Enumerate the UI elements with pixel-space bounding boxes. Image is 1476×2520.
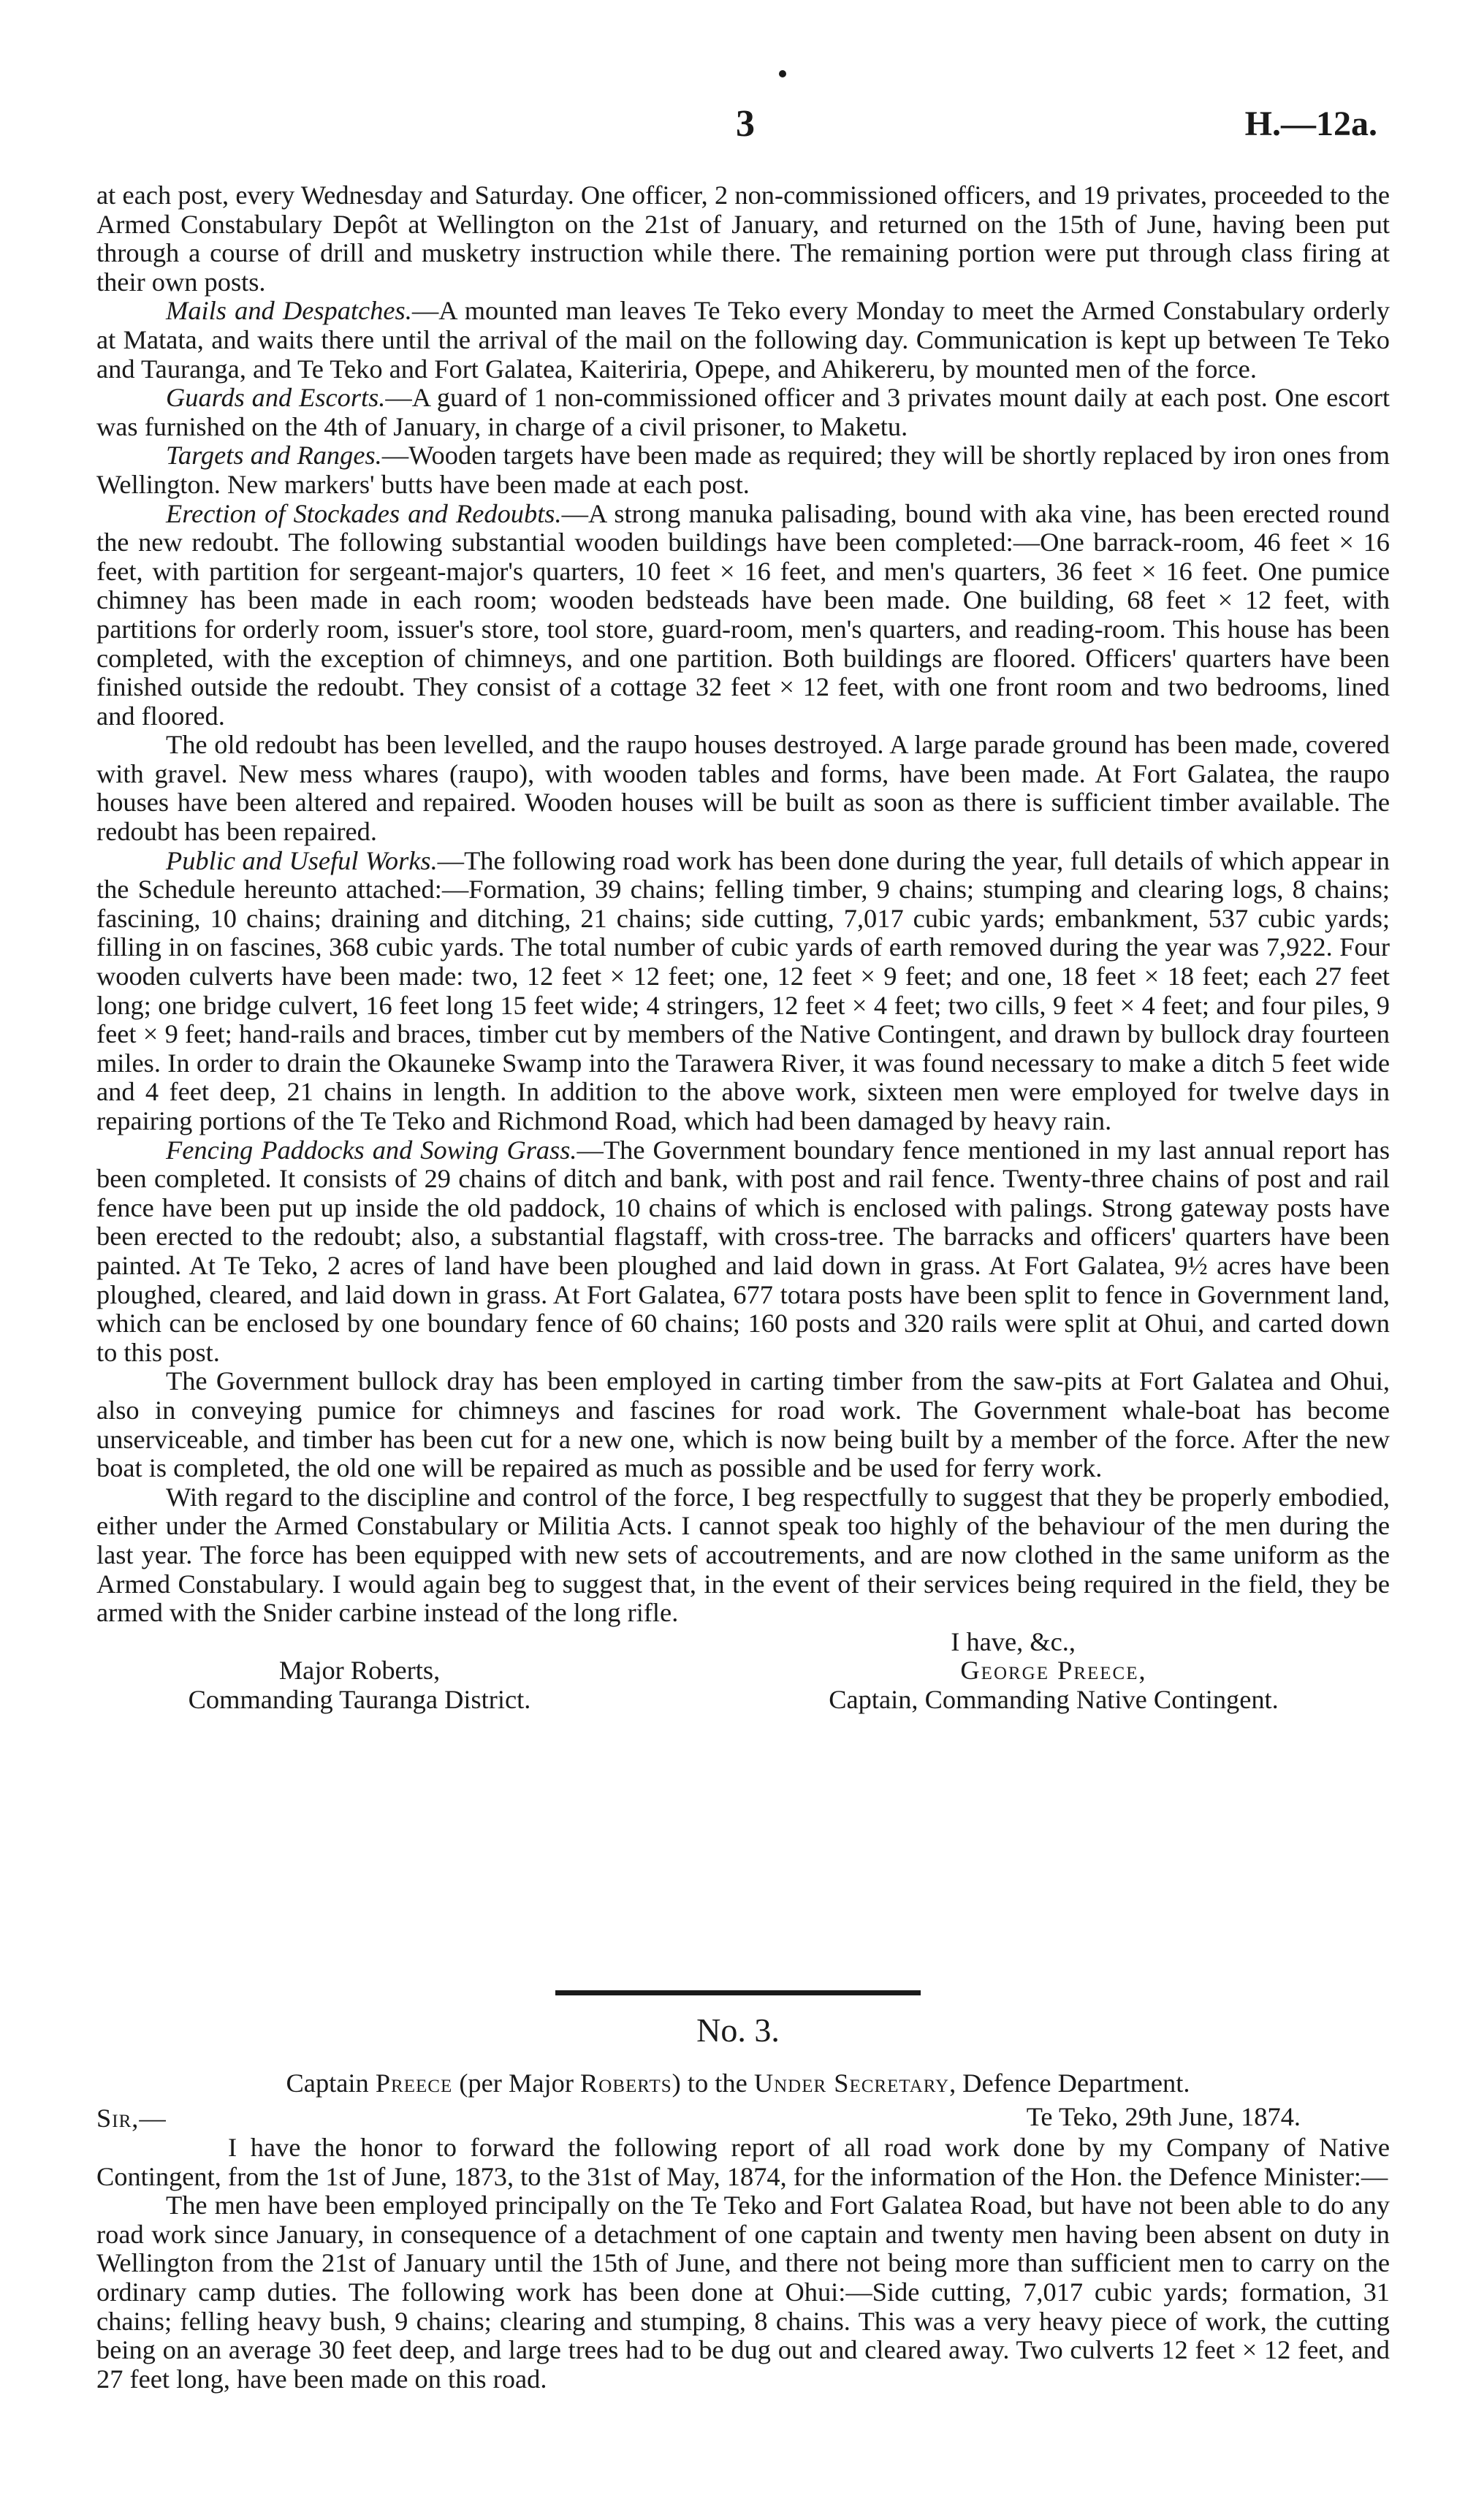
paragraph-text: —The Government boundary fence mentioned in my last annual report has been completed. It consists of 29 chains of ditch and bank, with post and rail fence. Twenty-three chains of post and rail fence have been put up inside the old paddock, 10 chains of which is enclosed with palings. Strong gateway posts have been erected to the redoubt; also, a substantial flagstaff, with cross-tree. The barracks and officers' quarters have been painted. At Te Teko, 2 acres of land have been ploughed and laid down in grass. At Fort Galatea, 9½ acres have been ploughed, cleared, and laid down in grass. At Fort Galatea, 677 totara posts have been split to fence in Government land, which can be enclosed by one boundary fence of 60 chains; 160 posts and 320 rails were split at Ohui, and carted down to this post. xyxy=(96,1135,1390,1367)
via-name: Roberts xyxy=(580,2068,672,2098)
paragraph-text: —A guard of 1 non-commissioned officer and 3 privates mount daily at each post. One escort was furnished on the 4th of January, in charge of a civil prisoner, to Maketu. xyxy=(96,383,1390,441)
printer-mark xyxy=(779,70,786,77)
paragraph-text: —A strong manuka palisading, bound with aka vine, has been erected round the new redoubt. The following substantial wooden buildings have been completed:—One barrack-room, 46 feet × 16 feet, with partition for sergeant-major's quarters, 10 feet × 16 feet, and men's quarters, 36 feet × 16 feet. One pumice chimney has been made in each room; wooden bedsteads have been made. One building, 68 feet × 12 feet, with partitions for orderly room, issuer's store, tool store, guard-room, men's quarters, and reading-room. This house has been completed, with the exception of chimneys, and one partition. Both buildings are floored. Officers' quarters have been finished outside the redoubt. They consist of a cottage 32 feet × 12 feet, with one front room and two bedrooms, lined and floored. xyxy=(96,498,1390,731)
paragraph-intro: I have the honor to forward the following report of all road work done by my Company of Native Contingent, from the 1st of June, 1873, to the 31st of May, 1874, for the information of the Hon. the Defence Minister:— xyxy=(96,2133,1390,2191)
paragraph-targets xyxy=(96,441,1390,499)
paragraph-text: —Wooden targets have been made as required; they will be shortly replaced by iron ones from Wellington. New markers' butts have been made at each post. xyxy=(96,441,1391,499)
addressee-title: Commanding Tauranga District. xyxy=(188,1684,531,1714)
section-heading-targets: Targets and Ranges. xyxy=(166,441,382,471)
letter-date: Te Teko, 29th June, 1874. xyxy=(1026,2102,1301,2131)
paragraph-discipline xyxy=(96,1483,1390,1628)
paragraph-text: —A mounted man leaves Te Teko every Monday to meet the Armed Constabulary orderly at Matata, and waits there until the arrival of the mail on the following day. Communication is kept up between Te Teko and Tauranga, and Te Teko and Fort Galatea, Kaiteriria, Opepe, and Ahikereru, by mounted men of the force. xyxy=(96,296,1390,384)
paragraph-text: at each post, every Wednesday and Saturday. One officer, 2 non-commissioned officers, and 19 privates, proceeded to the Armed Constabulary Depôt at Wellington on the 21st of January, and returned on the 15th of June, having been put through a course of drill and musketry instruction while there. The remaining portion were put through class firing at their own posts. xyxy=(96,180,1390,297)
letter-body xyxy=(96,2133,1390,2394)
paragraph-bullock-dray xyxy=(96,1367,1390,1482)
section-heading-mails: Mails and Despatches. xyxy=(166,296,412,326)
addressee-name: Major Roberts, xyxy=(278,1656,441,1686)
paragraph-stockades xyxy=(96,500,1390,731)
paragraph-text: The old redoubt has been levelled, and the raupo houses destroyed. A large parade ground has been made, covered with gravel. New mess whares (raupo), with wooden tables and forms, have been made. At Fort Galatea, the raupo houses have been altered and repaired. Wooden houses will be built as soon as there is sufficient timber available. The redoubt has been repaired. xyxy=(96,730,1390,847)
paragraph-road-work: The men have been employed principally on the Te Teko and Fort Galatea Road, but have not been able to do any road work since January, in consequence of a detachment of one captain and twenty men having been absent on duty in Wellington from the 21st of January until the 15th of June, and there not being more than sufficient men to carry on the ordinary camp duties. The following work has been done at Ohui:—Side cutting, 7,017 cubic yards; formation, 31 chains; felling heavy bush, 9 chains; clearing and stumping, 8 chains. This was a very heavy piece of work, the cutting being on an average 30 feet deep, and large trees had to be dug out and cleared away. Two culverts 12 feet × 12 feet, and 27 feet long, have been made on this road. xyxy=(96,2190,1390,2394)
page-number: 3 xyxy=(736,103,755,145)
salutation: Sir,— xyxy=(96,2104,167,2133)
subheading-text: (per Major xyxy=(452,2068,581,2098)
paragraph-guards xyxy=(96,384,1390,441)
signature-block xyxy=(96,1656,1390,1714)
paragraph-old-redoubt xyxy=(96,731,1390,846)
subheading-text: , Defence Department. xyxy=(949,2068,1190,2098)
section-heading-public-works: Public and Useful Works. xyxy=(166,845,438,875)
subheading-text: Captain xyxy=(286,2068,376,2098)
section-divider xyxy=(555,1990,921,1995)
paragraph-public-works xyxy=(96,847,1390,1136)
letter-number-heading: No. 3. xyxy=(696,2011,780,2049)
paragraph-musketry xyxy=(96,181,1390,297)
paragraph-text: The Government bullock dray has been employed in carting timber from the saw-pits at Fort Galatea and Ohui, also in conveying pumice for chimneys and fascines for road work. The Government whale-boat has become unserviceable, and timber has been cut for a new one, which is now being built by a member of the force. After the new boat is completed, the old one will be repaired as much as possible and be used for ferry work. xyxy=(96,1366,1390,1483)
addressee-block xyxy=(96,1656,564,1714)
section-heading-fencing: Fencing Paddocks and Sowing Grass. xyxy=(166,1135,577,1165)
sender-name: Preece xyxy=(375,2068,453,2098)
signer-name: George Preece, xyxy=(960,1656,1147,1686)
recipient-name: Under Secretary xyxy=(753,2068,950,2098)
subheading-text: ) to the xyxy=(672,2068,754,2098)
section-heading-stockades: Erection of Stockades and Redoubts. xyxy=(166,498,562,528)
paragraph-text: —The following road work has been done during the year, full details of which appear in the Schedule hereunto attached:—Formation, 39 chains; felling timber, 9 chains; stumping and clearing logs, 8 chains; fascining, 10 chains; draining and ditching, 21 chains; side cutting, 7,017 cubic yards; embankment, 537 cubic yards; filling in on fascines, 368 cubic yards. The total number of cubic yards of earth removed during the year was 7,922. Four wooden culverts have been made: two, 12 feet × 12 feet; one, 12 feet × 9 feet; and one, 18 feet × 18 feet; each 27 feet long; one bridge culvert, 16 feet long 15 feet wide; 4 stringers, 12 feet × 4 feet; two cills, 9 feet × 4 feet; and four piles, 9 feet × 9 feet; hand-rails and braces, timber cut by members of the Native Contingent, and drawn by bullock dray fourteen miles. In order to drain the Okauneke Swamp into the Tarawera River, it was found necessary to make a ditch 5 feet wide and 4 feet deep, 21 chains in length. In addition to the above work, sixteen men were employed for twelve days in repairing portions of the Te Teko and Richmond Road, which had been damaged by heavy rain. xyxy=(96,845,1390,1135)
report-body xyxy=(96,181,1390,1714)
closing-line: I have, &c., xyxy=(951,1626,1076,1656)
paragraph-mails xyxy=(96,297,1390,384)
paragraph-text: With regard to the discipline and control of the force, I beg respectfully to suggest that they be properly embodied, either under the Armed Constabulary or Militia Acts. I cannot speak too highly of the behaviour of the men during the last year. The force has been equipped with new sets of accoutrements, and are now clothed in the same uniform as the Armed Constabulary. I would again beg to suggest that, in the event of their services being required in the field, they be armed with the Snider carbine instead of the long rifle. xyxy=(96,1482,1390,1628)
section-heading-guards: Guards and Escorts. xyxy=(166,383,386,413)
signer-block xyxy=(776,1656,1390,1714)
signer-title: Captain, Commanding Native Contingent. xyxy=(829,1684,1279,1714)
letter-subheading xyxy=(0,2068,1476,2098)
document-reference: H.—12a. xyxy=(1244,104,1377,143)
paragraph-fencing xyxy=(96,1136,1390,1368)
